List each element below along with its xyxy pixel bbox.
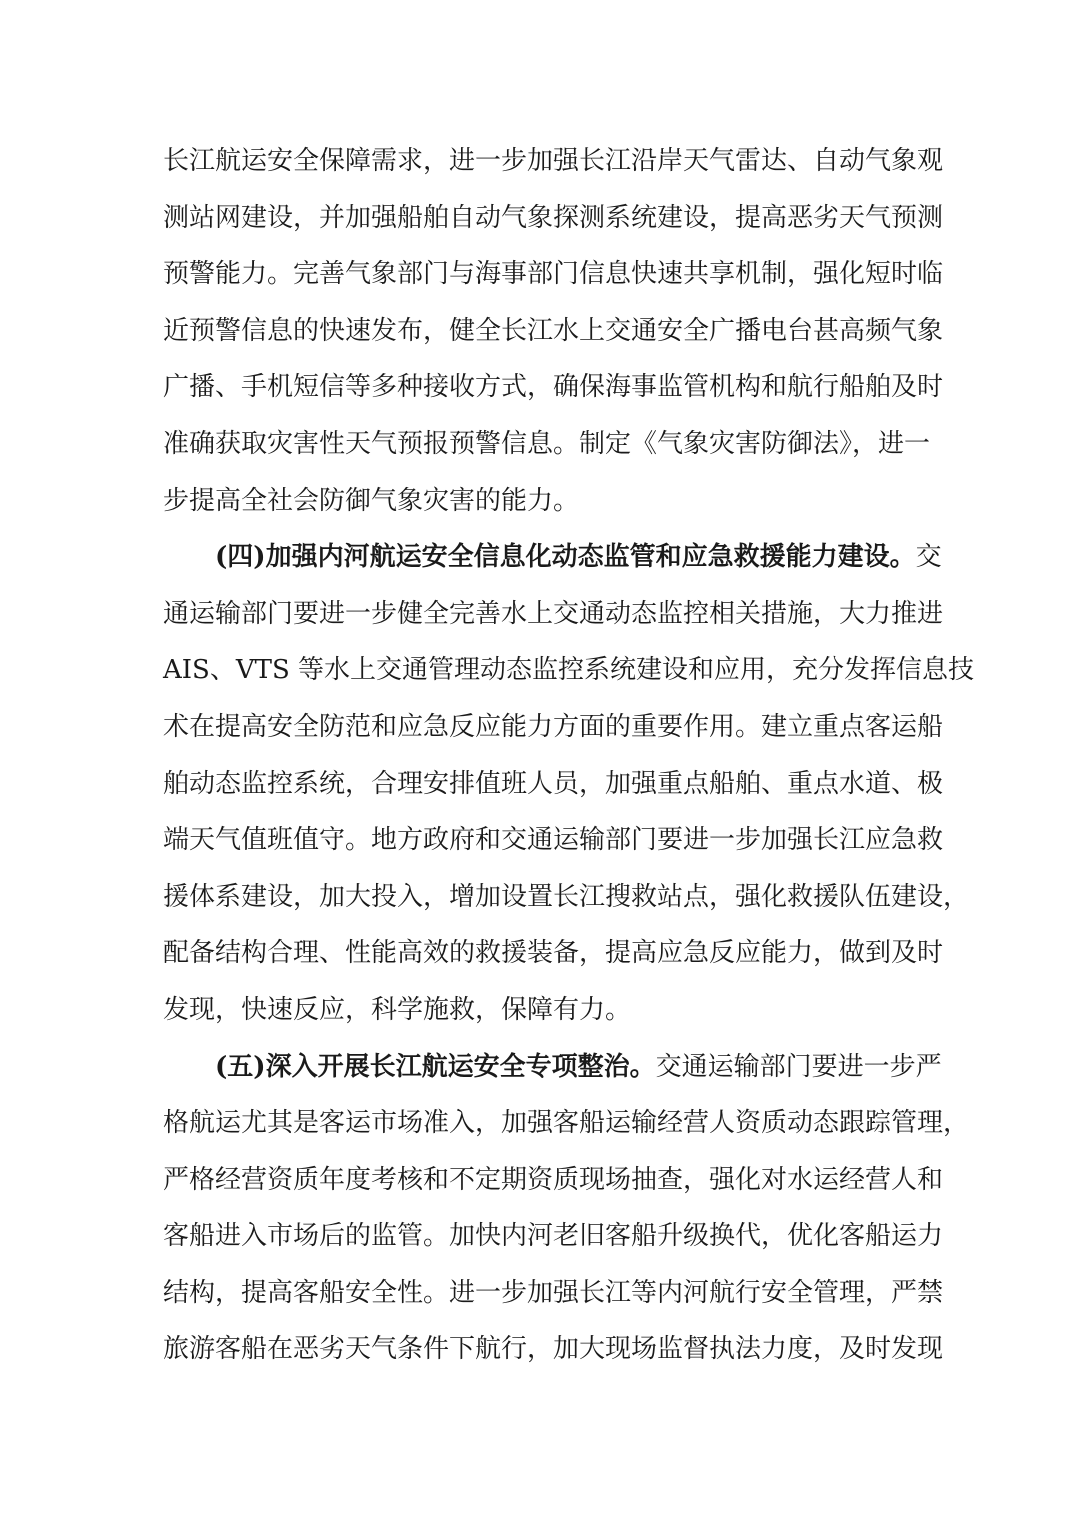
text-line: 准确获取灾害性天气预报预警信息。制定《气象灾害防御法》，进一 — [163, 428, 931, 459]
section-heading: (四)加强内河航运安全信息化动态监管和应急救援能力建设。 — [215, 542, 916, 573]
heading-line-rest: 交 — [915, 542, 942, 573]
text-line: 客船进入市场后的监管。加快内河老旧客船升级换代，优化客船运力 — [163, 1221, 944, 1252]
text-line: 长江航运安全保障需求，进一步加强长江沿岸天气雷达、自动气象观 — [163, 146, 944, 176]
text-line: 广播、手机短信等多种接收方式，确保海事监管机构和航行船舶及时 — [163, 372, 944, 403]
text-line: 发现，快速反应，科学施救，保障有力。 — [163, 994, 632, 1025]
section-heading: (五)深入开展长江航运安全专项整治。 — [215, 1051, 656, 1082]
text-line: 援体系建设，加大投入，增加设置长江搜救站点，强化救援队伍建设， — [163, 881, 970, 912]
text-line: 通运输部门要进一步健全完善水上交通动态监控相关措施，大力推进 — [163, 598, 944, 629]
section-heading-line — [163, 1039, 942, 1096]
text-line: 端天气值班值守。地方政府和交通运输部门要进一步加强长江应急救 — [163, 825, 944, 856]
text-line: 严格经营资质年度考核和不定期资质现场抽查，强化对水运经营人和 — [163, 1164, 944, 1195]
text-line: 舶动态监控系统，合理安排值班人员，加强重点船舶、重点水道、极 — [163, 768, 944, 799]
text-line: 步提高全社会防御气象灾害的能力。 — [163, 485, 580, 516]
text-line: 配备结构合理、性能高效的救援装备，提高应急反应能力，做到及时 — [163, 938, 944, 969]
text-line: 预警能力。完善气象部门与海事部门信息快速共享机制，强化短时临 — [163, 259, 944, 290]
text-line: 旅游客船在恶劣天气条件下航行，加大现场监督执法力度，及时发现 — [163, 1334, 944, 1365]
text-line: 近预警信息的快速发布，健全长江水上交通安全广播电台甚高频气象 — [163, 315, 944, 346]
section-heading-line — [163, 529, 942, 586]
heading-line-rest: 交通运输部门要进一步严 — [655, 1051, 942, 1082]
text-line: 结构，提高客船安全性。进一步加强长江等内河航行安全管理，严禁 — [163, 1277, 944, 1308]
text-line: 术在提高安全防范和应急反应能力方面的重要作用。建立重点客运船 — [163, 711, 944, 742]
text-line: 测站网建设，并加强船舶自动气象探测系统建设，提高恶劣天气预测 — [163, 202, 944, 233]
document-body — [163, 133, 975, 1378]
text-line: 格航运尤其是客运市场准入，加强客船运输经营人资质动态跟踪管理， — [163, 1108, 970, 1139]
text-line: AIS、VTS 等水上交通管理动态监控系统建设和应用，充分发挥信息技 — [163, 655, 975, 686]
